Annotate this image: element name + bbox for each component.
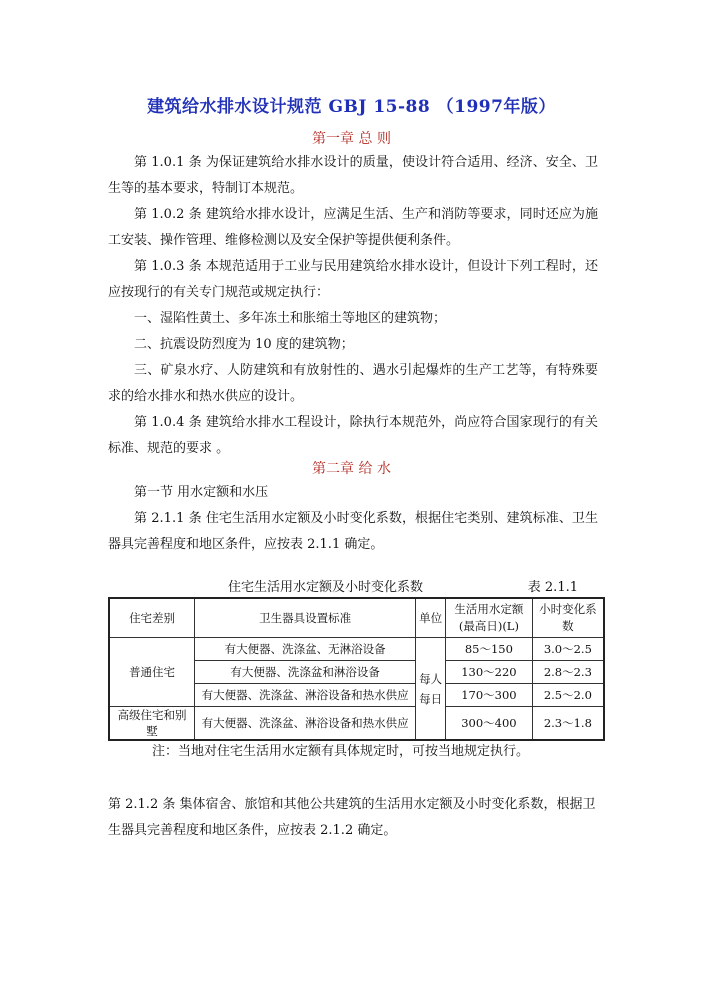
header-quota-line1: 生活用水定额 [454,602,524,616]
article-2-1-1: 第 2.1.1 条 住宅生活用水定额及小时变化系数，根据住宅类别、建筑标准、卫生器具完善程度和地区条件，应按表 2.1.1 确定。 [108,511,598,552]
table-note: 注：当地对住宅生活用水定额有具体规定时，可按当地规定执行。 [152,744,530,759]
table-title: 住宅生活用水定额及小时变化系数 [228,580,424,595]
chapter-2-heading: 第二章 给 水 [312,461,391,477]
chapter-1-heading: 第一章 总 则 [312,131,391,147]
unit-line2: 每日 [419,691,443,706]
list-item-2: 二、抗震设防烈度为 10 度的建筑物； [134,337,354,352]
water-quota-table [108,597,605,741]
header-quota [446,598,533,638]
article-1-0-1: 第 1.0.1 条 为保证建筑给水排水设计的质量，使设计符合适用、经济、安全、卫生等的基本要求，特制订本规范。 [108,155,598,196]
header-fixtures: 卫生器具设置标准 [195,598,416,638]
article-1-0-4: 第 1.0.4 条 建筑给水排水工程设计，除执行本规范外，尚应符合国家现行的有关标准、规范的要求 。 [108,415,598,456]
unit-cell [416,638,446,741]
coef-cell: 2.3～1.8 [532,707,604,741]
table-header-row [109,598,604,638]
list-item-3: 三、矿泉水疗、人防建筑和有放射性的、遇水引起爆炸的生产工艺等，有特殊要求的给水排水和热水供应的设计。 [108,363,598,404]
quota-cell: 85～150 [446,638,533,661]
fixtures-cell: 有大便器、洗涤盆、淋浴设备和热水供应 [195,707,416,741]
header-unit: 单位 [416,598,446,638]
table-caption [108,576,598,596]
document-title: 建筑给水排水设计规范 GBJ 15-88 （1997年版） [147,97,556,117]
coef-cell: 2.8～2.3 [532,661,604,684]
list-item-1: 一、湿陷性黄土、多年冻土和胀缩土等地区的建筑物； [134,311,447,326]
article-1-0-3: 第 1.0.3 条 本规范适用于工业与民用建筑给水排水设计，但设计下列工程时，还应按现行的有关专门规范或规定执行： [108,259,598,300]
fixtures-cell: 有大便器、洗涤盆、无淋浴设备 [195,638,416,661]
table-number: 表 2.1.1 [527,580,578,595]
table-row [109,638,604,661]
fixtures-cell: 有大便器、洗涤盆和淋浴设备 [195,661,416,684]
header-category: 住宅差别 [109,598,195,638]
header-coef: 小时变化系数 [532,598,604,638]
coef-cell: 3.0～2.5 [532,638,604,661]
fixtures-cell: 有大便器、洗涤盆、淋浴设备和热水供应 [195,684,416,707]
quota-cell: 130～220 [446,661,533,684]
article-1-0-2: 第 1.0.2 条 建筑给水排水设计，应满足生活、生产和消防等要求，同时还应为施工安装、操作管理、维修检测以及安全保护等提供便利条件。 [108,207,598,248]
unit-line1: 每人 [419,671,443,686]
quota-cell: 170～300 [446,684,533,707]
quota-cell: 300～400 [446,707,533,741]
category-cell: 普通住宅 [109,638,195,707]
section-heading: 第一节 用水定额和水压 [134,485,269,500]
coef-cell: 2.5～2.0 [532,684,604,707]
article-2-1-2: 第 2.1.2 条 集体宿舍、旅馆和其他公共建筑的生活用水定额及小时变化系数，根据卫生器具完善程度和地区条件，应按表 2.1.2 确定。 [108,797,596,838]
header-quota-line2: (最高日)(L) [458,619,519,633]
category-cell: 高级住宅和别墅 [109,707,195,741]
table-row [109,707,604,741]
